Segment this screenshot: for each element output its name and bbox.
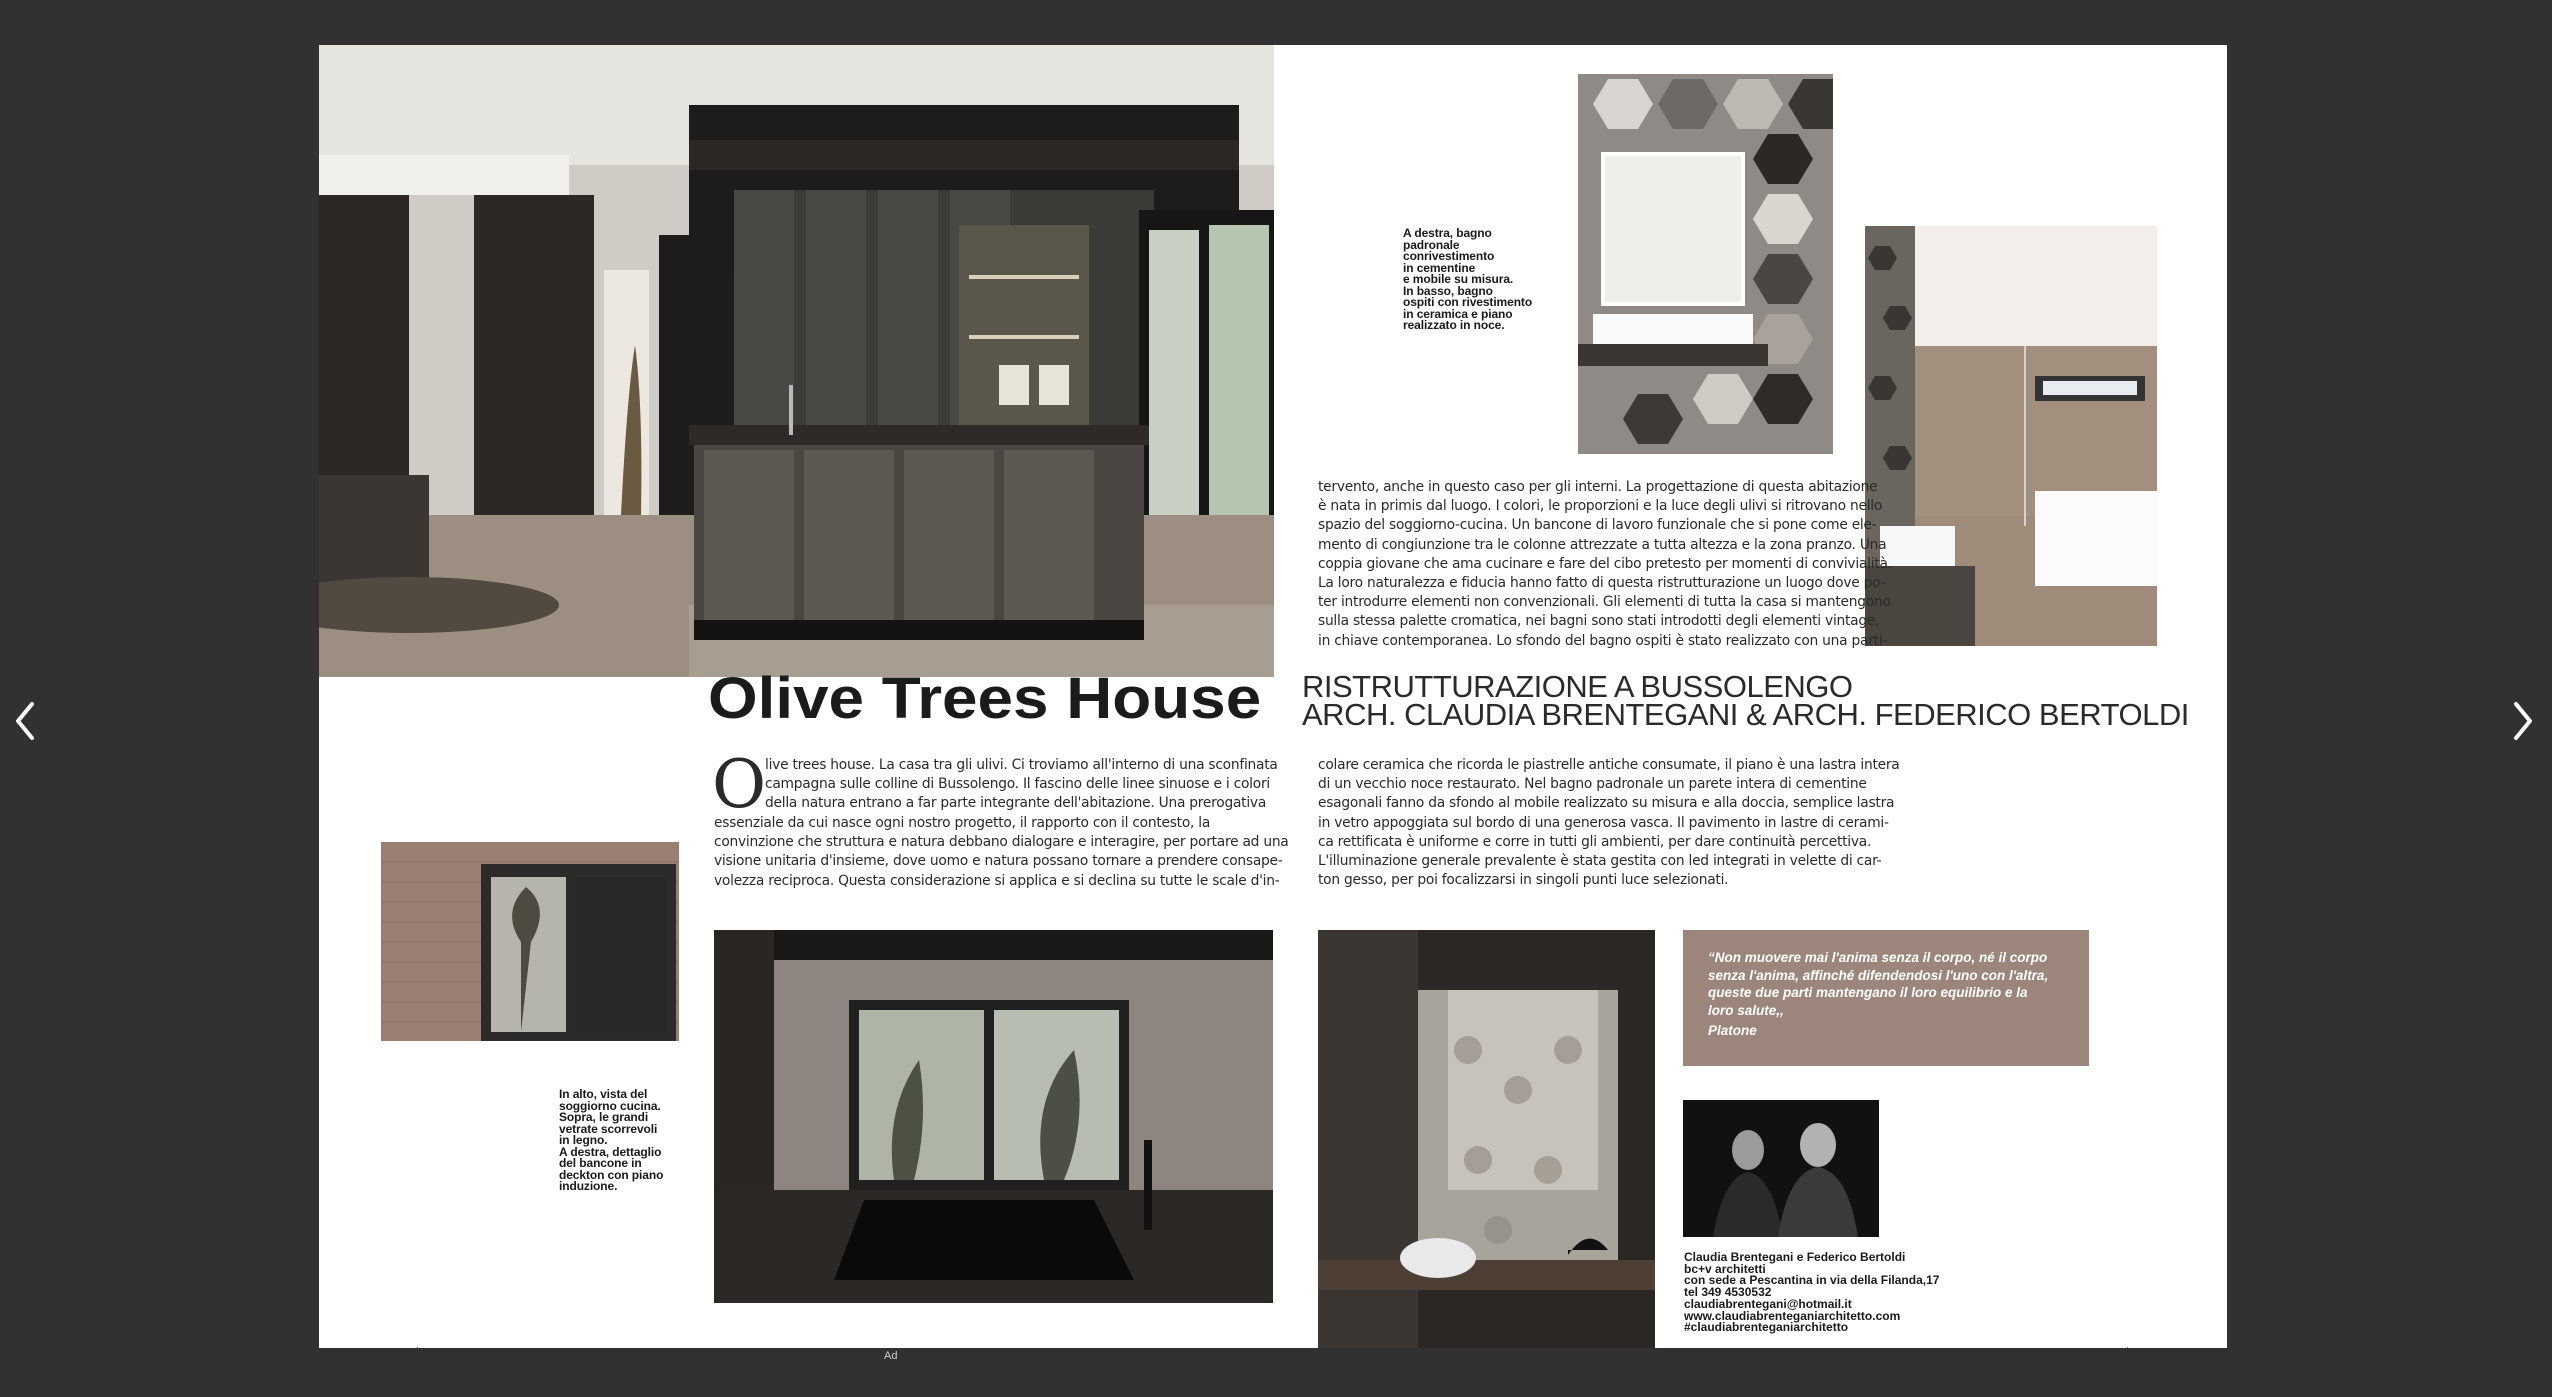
exterior-window-photo xyxy=(381,842,679,1041)
caption-line: Sopra, le grandi xyxy=(559,1110,649,1124)
credits-line: tel 349 4530532 xyxy=(1684,1285,1772,1300)
text-line: volezza reciproca. Questa considerazione si applica e si declina su tutte le scale d'in- xyxy=(714,872,1280,889)
body-column-1-top xyxy=(765,756,1278,814)
next-page-button[interactable] xyxy=(2508,696,2538,746)
body-column-2-top xyxy=(1318,478,1892,651)
caption-line: In basso, bagno xyxy=(1403,283,1493,298)
text-line: mento di congiunzione tra le colonne attrezzate a tutta altezza e la zona pranzo. Una xyxy=(1318,536,1887,553)
text-line: spazio del soggiorno-cucina. Un bancone di lavoro funzionale che si pone come ele- xyxy=(1318,517,1877,534)
text-line: è nata in primis dal luogo. I colori, le proporzioni e la luce degli ulivi si ritrovano nello xyxy=(1318,498,1883,515)
body-column-2-bottom xyxy=(1318,756,1900,890)
magazine-spread xyxy=(319,45,2227,1348)
caption-line: padronale xyxy=(1403,237,1460,252)
bathtub-photo xyxy=(1865,226,2157,646)
caption-bathrooms xyxy=(1403,228,1532,332)
caption-line: deckton con piano xyxy=(559,1167,664,1182)
caption-line: A destra, dettaglio xyxy=(559,1144,662,1159)
caption-line: A destra, bagno xyxy=(1403,226,1492,240)
text-line: ter introdurre elementi non convenzionali. Gli elementi di tutta la casa si mantengono xyxy=(1318,594,1891,611)
cooktop-photo xyxy=(714,930,1273,1303)
caption-line: soggiorno cucina. xyxy=(559,1098,661,1113)
ad-label: Ad xyxy=(884,1350,898,1362)
quote-line: loro salute,, xyxy=(1708,1002,1784,1018)
subtitle-line-2: ARCH. CLAUDIA BRENTEGANI & ARCH. FEDERICO BERTOLDI xyxy=(1302,697,2189,732)
credits-line: Claudia Brentegani e Federico Bertoldi xyxy=(1684,1250,1906,1264)
caption-line: conrivestimento xyxy=(1403,249,1495,263)
previous-page-button[interactable] xyxy=(10,696,40,746)
text-line: live trees house. La casa tra gli ulivi. Ci troviamo all'interno di una sconfinata xyxy=(765,757,1278,773)
quote-author: Platone xyxy=(1708,1023,1757,1039)
caption-line: in legno. xyxy=(559,1133,608,1147)
caption-kitchen xyxy=(559,1089,663,1193)
chevron-right-icon xyxy=(2508,696,2538,746)
kitchen-photo xyxy=(319,45,1274,677)
text-line: ton gesso, per poi focalizzarsi in singoli punti luce selezionati. xyxy=(1318,872,1729,889)
credits-line: #claudiabrenteganiarchitetto xyxy=(1684,1320,1849,1335)
credits-line: www.claudiabrenteganiarchitetto.com xyxy=(1684,1308,1901,1323)
text-line: campagna sulle colline di Bussolengo. Il fascino delle linee sinuose e i colori xyxy=(765,776,1270,793)
text-line: colare ceramica che ricorda le piastrelle antiche consumate, il piano è una lastra intera xyxy=(1318,757,1900,773)
text-line: esagonali fanno da sfondo al mobile realizzato su misura e alla doccia, semplice lastra xyxy=(1318,795,1895,812)
master-bathroom-photo xyxy=(1578,74,1833,454)
credits-line: con sede a Pescantina in via della Filanda,17 xyxy=(1684,1273,1940,1288)
article-subtitle xyxy=(1302,669,2189,732)
caption-line: vetrate scorrevoli xyxy=(559,1121,658,1136)
architects-portrait-photo xyxy=(1683,1100,1879,1237)
text-line: in chiave contemporanea. Lo sfondo del bagno ospiti è stato realizzato con una parti- xyxy=(1318,632,1888,649)
text-line: convinzione che struttura e natura debbano dialogare e interagire, per portare ad una xyxy=(714,834,1289,851)
article-title: Olive Trees House xyxy=(708,666,1262,731)
quote-line: senza l'anima, affinché difendendosi l'uno con l'altra, xyxy=(1708,967,2049,983)
drop-cap: O xyxy=(712,746,767,823)
text-line: essenziale da cui nasce ogni nostro progetto, il rapporto con il contesto, la xyxy=(714,815,1211,831)
subtitle-line-1: RISTRUTTURAZIONE A BUSSOLENGO xyxy=(1302,669,1853,704)
caption-line: In alto, vista del xyxy=(559,1087,648,1101)
text-line: tervento, anche in questo caso per gli interni. La progettazione di questa abitazione xyxy=(1318,479,1878,495)
guest-bathroom-photo xyxy=(1318,930,1655,1348)
text-line: coppia giovane che ama cucinare e fare del cibo pretesto per momenti di convivialità. xyxy=(1318,555,1892,572)
quote-line: queste due parti mantengano il loro equilibrio e la xyxy=(1708,985,2028,1001)
text-line: di un vecchio noce restaurato. Nel bagno padronale un parete intera di cementine xyxy=(1318,776,1867,793)
body-column-1 xyxy=(714,814,1289,891)
credits-line: claudiabrentegani@hotmail.it xyxy=(1684,1296,1852,1311)
caption-line: del bancone in xyxy=(559,1156,642,1170)
caption-line: induzione. xyxy=(559,1179,618,1193)
text-line: La loro naturalezza e fiducia hanno fatto di questa ristrutturazione un luogo dove po- xyxy=(1318,575,1886,592)
text-line: ca rettificata è uniforme e corre in tutti gli ambienti, per dare continuità percettiva. xyxy=(1318,833,1872,850)
quote-line: “Non muovere mai l'anima senza il corpo, né il corpo xyxy=(1708,950,2048,965)
text-line: visione unitaria d'insieme, dove uomo e natura possano tornare a prendere consape- xyxy=(714,853,1283,870)
caption-line: in ceramica e piano xyxy=(1403,306,1513,321)
text-line: sulla stessa palette cromatica, nei bagni sono stati introdotti degli elementi vintage, xyxy=(1318,613,1880,630)
caption-line: realizzato in noce. xyxy=(1403,318,1505,332)
chevron-left-icon xyxy=(10,696,40,746)
text-line: L'illuminazione generale prevalente è stata gestita con led integrati in velette di car- xyxy=(1318,853,1882,870)
text-line: in vetro appoggiata sul bordo di una generosa vasca. Il pavimento in lastre di cerami- xyxy=(1318,814,1889,831)
page-crop-mark xyxy=(2127,1347,2128,1348)
caption-line: e mobile su misura. xyxy=(1403,272,1514,286)
credits-line: bc+v architetti xyxy=(1684,1261,1766,1276)
quote-box xyxy=(1683,930,2089,1066)
page-crop-mark xyxy=(417,1347,418,1348)
architect-credits xyxy=(1684,1252,1939,1334)
caption-line: ospiti con rivestimento xyxy=(1403,295,1533,309)
text-line: della natura entrano a far parte integrante dell'abitazione. Una prerogativa xyxy=(765,795,1267,812)
caption-line: in cementine xyxy=(1403,260,1476,275)
